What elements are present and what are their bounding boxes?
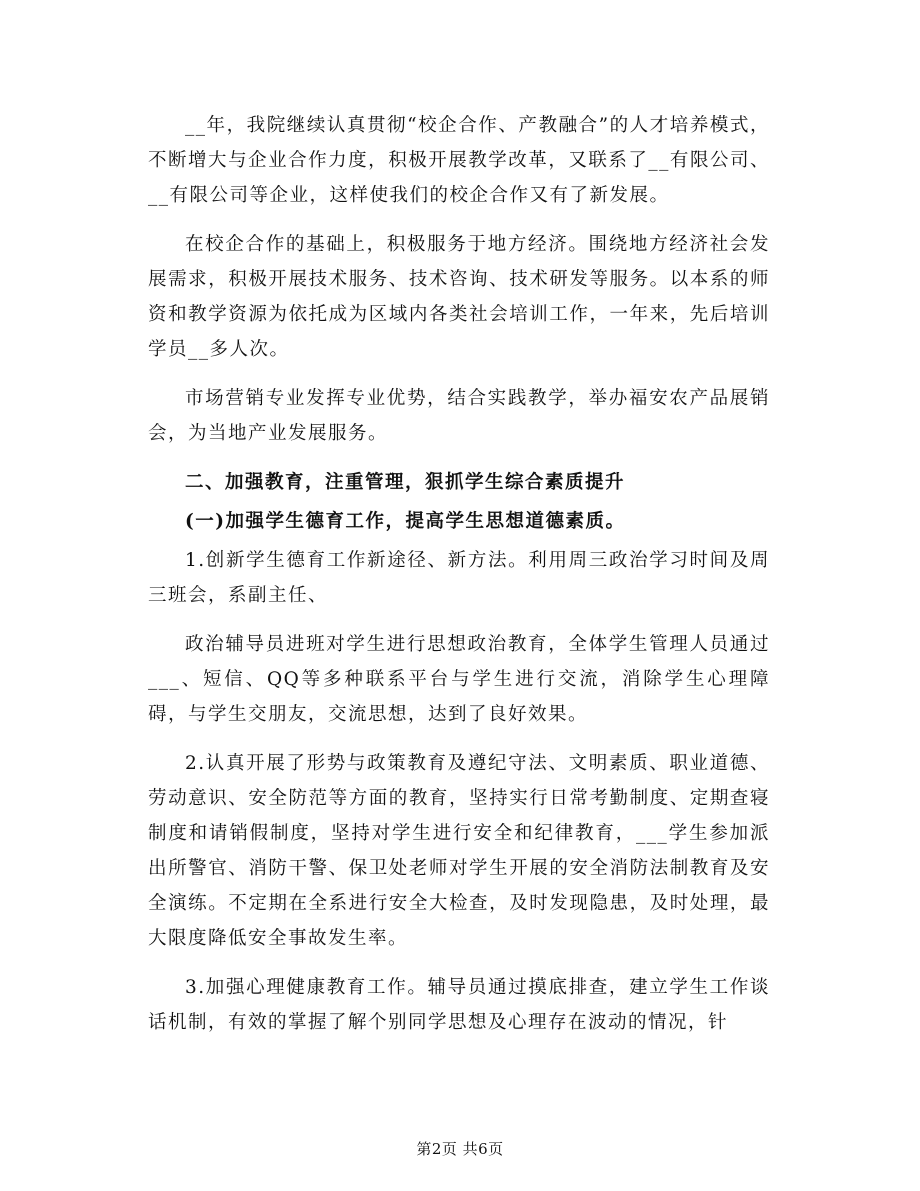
section-heading: 二、加强教育，注重管理，狠抓学生综合素质提升	[185, 472, 626, 493]
item-1-continued: 政治辅导员进班对学生进行思想政治教育，全体学生管理人员通过___、短信、QQ等多种联系平台与学生进行交流，消除学生心理障碍，与学生交朋友，交流思想，达到了良好效果。	[148, 634, 770, 725]
subsection-heading: (一)加强学生德育工作，提高学生思想道德素质。	[185, 511, 626, 532]
item-1: 1.创新学生德育工作新途径、新方法。利用周三政治学习时间及周三班会，系副主任、	[148, 550, 770, 606]
paragraph-local-economy: 在校企合作的基础上，积极服务于地方经济。围绕地方经济社会发展需求，积极开展技术服务、技术咨询、技术研发等服务。以本系的师资和教学资源为依托成为区域内各类社会培训工作，一年来，先后培训学员__多人次。	[148, 234, 770, 360]
item-3: 3.加强心理健康教育工作。辅导员通过摸底排查，建立学生工作谈话机制，有效的掌握了解个别同学思想及心理存在波动的情况，针	[148, 977, 770, 1033]
document-body	[148, 108, 770, 1040]
paragraph-marketing: 市场营销专业发挥专业优势，结合实践教学，举办福安农产品展销会，为当地产业发展服务。	[148, 388, 770, 444]
item-2: 2.认真开展了形势与政策教育及遵纪守法、文明素质、职业道德、劳动意识、安全防范等方面的教育，坚持实行日常考勤制度、定期查寝制度和请销假制度，坚持对学生进行安全和纪律教育，___学生参加派出所警官、消防干警、保卫处老师对学生开展的安全消防法制教育及安全演练。不定期在全系进行安全大检查，及时发现隐患，及时处理，最大限度降低安全事故发生率。	[148, 753, 770, 949]
paragraph-school-enterprise: __年，我院继续认真贯彻“校企合作、产教融合”的人才培养模式，不断增大与企业合作力度，积极开展教学改革，又联系了__有限公司、__有限公司等企业，这样使我们的校企合作又有了新发展。	[148, 115, 770, 206]
page-number: 第2页 共6页	[416, 1140, 504, 1158]
